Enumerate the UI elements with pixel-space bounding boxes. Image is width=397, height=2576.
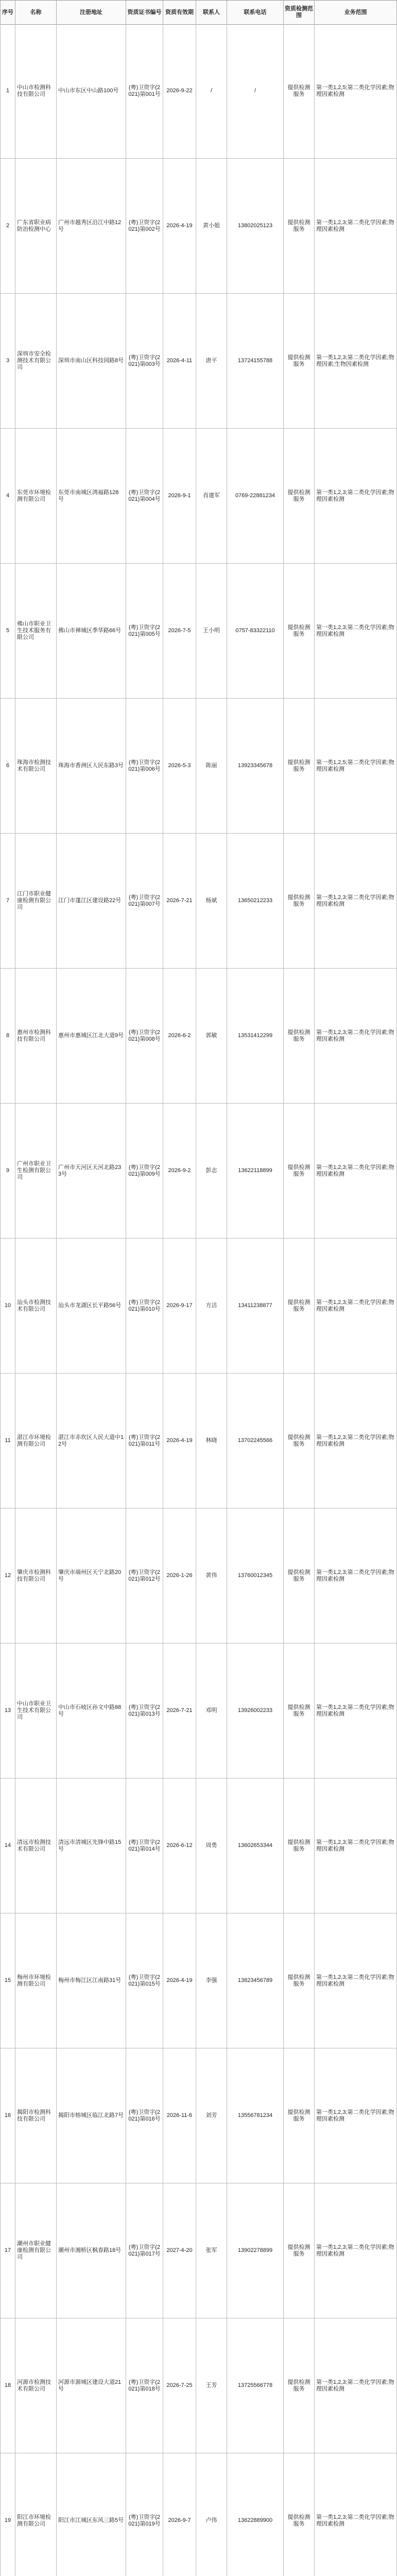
- cell-business: 第一类1,2,3;第二类化学因素;物理因素检测: [315, 429, 397, 563]
- cell-address: 清远市清城区先锋中路15号: [57, 1778, 126, 1913]
- cell-contact: 刘芳: [196, 2048, 227, 2183]
- cell-scope: 提供检测服务: [284, 969, 315, 1103]
- cell-business: 第一类1,2,3;第二类化学因素;物理因素检测: [315, 2048, 397, 2183]
- table-row: [0, 564, 397, 699]
- cell-cert: (粤)卫资字(2021)第003号: [126, 294, 163, 428]
- cell-cert: (粤)卫资字(2021)第006号: [126, 699, 163, 833]
- cell-phone: 13823456789: [227, 1913, 284, 2048]
- cell-phone: 13531412299: [227, 969, 284, 1103]
- cell-scope: 提供检测服务: [284, 1239, 315, 1373]
- cell-phone: 13802025123: [227, 159, 284, 293]
- cell-valid: 2026-11-6: [163, 2048, 196, 2183]
- cell-contact: 肖建军: [196, 429, 227, 563]
- cell-address: 汕头市龙湖区长平路56号: [57, 1239, 126, 1373]
- cell-phone: 13650212233: [227, 834, 284, 968]
- cell-address: 肇庆市端州区天宁北路20号: [57, 1509, 126, 1643]
- cell-scope: 提供检测服务: [284, 294, 315, 428]
- cell-no: 5: [0, 564, 15, 698]
- cell-valid: 2026-7-25: [163, 2318, 196, 2453]
- cell-name: 汕头市检测技术有限公司: [15, 1239, 57, 1373]
- cell-name: 中山市职业卫生技术有限公司: [15, 1643, 57, 1778]
- cell-cert: (粤)卫资字(2021)第010号: [126, 1239, 163, 1373]
- cell-name: 潮州市职业健康检测有限公司: [15, 2183, 57, 2318]
- cell-contact: 张军: [196, 2183, 227, 2318]
- cell-no: 17: [0, 2183, 15, 2318]
- cell-contact: 王芳: [196, 2318, 227, 2453]
- cell-no: 11: [0, 1374, 15, 1508]
- cell-no: 13: [0, 1643, 15, 1778]
- cell-business: 第一类1,2,5;第二类化学因素;物理因素检测: [315, 699, 397, 833]
- cell-address: 揭阳市榕城区临江北路7号: [57, 2048, 126, 2183]
- cell-contact: 李强: [196, 1913, 227, 2048]
- cell-valid: 2026-9-1: [163, 429, 196, 563]
- table-row: [0, 1104, 397, 1239]
- cell-scope: 提供检测服务: [284, 699, 315, 833]
- header-cert: 资质证书编号: [126, 1, 163, 24]
- cell-phone: 13411238877: [227, 1239, 284, 1373]
- cell-address: 东莞市南城区鸿福路128号: [57, 429, 126, 563]
- header-address: 注册地址: [57, 1, 126, 24]
- cell-phone: 13622889900: [227, 2453, 284, 2576]
- cell-cert: (粤)卫资字(2021)第007号: [126, 834, 163, 968]
- cell-scope: 提供检测服务: [284, 1104, 315, 1238]
- table-row: [0, 1374, 397, 1509]
- cell-valid: 2026-5-3: [163, 699, 196, 833]
- cell-valid: 2026-9-17: [163, 1239, 196, 1373]
- cell-no: 1: [0, 24, 15, 158]
- cell-phone: 13602653344: [227, 1778, 284, 1913]
- cell-contact: 方洁: [196, 1239, 227, 1373]
- cell-business: 第一类1,2,3;第二类化学因素;物理因素检测: [315, 2453, 397, 2576]
- table-row: [0, 2048, 397, 2183]
- table-row: [0, 1239, 397, 1374]
- table-row: [0, 699, 397, 834]
- cell-name: 湛江市环境检测有限公司: [15, 1374, 57, 1508]
- cell-contact: 郭敏: [196, 969, 227, 1103]
- cell-phone: 13902278899: [227, 2183, 284, 2318]
- cell-cert: (粤)卫资字(2021)第008号: [126, 969, 163, 1103]
- cell-address: 惠州市惠城区江北大道9号: [57, 969, 126, 1103]
- table-row: [0, 294, 397, 429]
- cell-business: 第一类1,2,3;第二类化学因素;物理因素检测: [315, 969, 397, 1103]
- cell-address: 中山市石岐区孙文中路88号: [57, 1643, 126, 1778]
- cell-valid: 2026-4-11: [163, 294, 196, 428]
- table-row: [0, 1643, 397, 1778]
- cell-name: 广州市职业卫生检测有限公司: [15, 1104, 57, 1238]
- header-no: 序号: [0, 1, 15, 24]
- cell-name: 珠海市检测技术有限公司: [15, 699, 57, 833]
- cell-business: 第一类1,2,3;第二类化学因素;物理因素检测: [315, 159, 397, 293]
- cell-cert: (粤)卫资字(2021)第017号: [126, 2183, 163, 2318]
- table-row: [0, 159, 397, 294]
- cell-phone: 0769-22881234: [227, 429, 284, 563]
- cell-address: 珠海市香洲区人民东路3号: [57, 699, 126, 833]
- header-name: 名称: [15, 1, 57, 24]
- cell-name: 清远市检测技术有限公司: [15, 1778, 57, 1913]
- cell-valid: 2026-4-19: [163, 1913, 196, 2048]
- cell-valid: 2026-9-2: [163, 1104, 196, 1238]
- cell-no: 19: [0, 2453, 15, 2576]
- table-row: [0, 429, 397, 564]
- cell-business: 第一类1,2,3;第二类化学因素;物理因素检测: [315, 1104, 397, 1238]
- cell-address: 梅州市梅江区江南路31号: [57, 1913, 126, 2048]
- cell-no: 4: [0, 429, 15, 563]
- cell-name: 惠州市检测科技有限公司: [15, 969, 57, 1103]
- cell-cert: (粤)卫资字(2021)第018号: [126, 2318, 163, 2453]
- cell-business: 第一类1,2,3;第二类化学因素;物理因素检测: [315, 1913, 397, 2048]
- cell-contact: 杨斌: [196, 834, 227, 968]
- cell-phone: 0757-83322110: [227, 564, 284, 698]
- cell-no: 8: [0, 969, 15, 1103]
- cell-business: 第一类1,2,3;第二类化学因素;物理因素检测: [315, 1509, 397, 1643]
- cell-phone: /: [227, 24, 284, 158]
- cell-cert: (粤)卫资字(2021)第002号: [126, 159, 163, 293]
- cell-scope: 提供检测服务: [284, 1778, 315, 1913]
- cell-valid: 2026-7-5: [163, 564, 196, 698]
- cell-name: 中山市检测科技有限公司: [15, 24, 57, 158]
- cell-name: 佛山市职业卫生技术服务有限公司: [15, 564, 57, 698]
- cell-name: 江门市职业健康检测有限公司: [15, 834, 57, 968]
- cell-valid: 2026-6-12: [163, 1778, 196, 1913]
- cell-address: 佛山市禅城区季华路66号: [57, 564, 126, 698]
- cell-contact: 王小明: [196, 564, 227, 698]
- cell-scope: 提供检测服务: [284, 1374, 315, 1508]
- cell-no: 9: [0, 1104, 15, 1238]
- cell-no: 7: [0, 834, 15, 968]
- cell-no: 15: [0, 1913, 15, 2048]
- cell-address: 广州市越秀区沿江中路12号: [57, 159, 126, 293]
- cell-no: 16: [0, 2048, 15, 2183]
- cell-contact: /: [196, 24, 227, 158]
- header-phone: 联系电话: [227, 1, 284, 24]
- table-row: [0, 1778, 397, 1913]
- cell-valid: 2026-6-2: [163, 969, 196, 1103]
- cell-address: 阳江市江城区东风三路5号: [57, 2453, 126, 2576]
- cell-business: 第一类1,2,3;第二类化学因素;物理因素检测: [315, 1778, 397, 1913]
- cell-cert: (粤)卫资字(2021)第011号: [126, 1374, 163, 1508]
- cell-contact: 黄小姐: [196, 159, 227, 293]
- cell-cert: (粤)卫资字(2021)第019号: [126, 2453, 163, 2576]
- cell-scope: 提供检测服务: [284, 834, 315, 968]
- cell-address: 江门市蓬江区建设路22号: [57, 834, 126, 968]
- cell-no: 12: [0, 1509, 15, 1643]
- header-contact: 联系人: [196, 1, 227, 24]
- cell-name: 东莞市环境检测有限公司: [15, 429, 57, 563]
- table-row: [0, 969, 397, 1104]
- cell-cert: (粤)卫资字(2021)第012号: [126, 1509, 163, 1643]
- cell-contact: 邓明: [196, 1643, 227, 1778]
- cell-scope: 提供检测服务: [284, 2453, 315, 2576]
- cell-contact: 周勇: [196, 1778, 227, 1913]
- cell-business: 第一类1,2,5;第二类化学因素;物理因素检测: [315, 24, 397, 158]
- cell-name: 深圳市安全检测技术有限公司: [15, 294, 57, 428]
- table-row: [0, 2183, 397, 2318]
- cell-business: 第一类1,2,3;第二类化学因素;物理因素;生物因素检测: [315, 294, 397, 428]
- cell-valid: 2026-7-21: [163, 1643, 196, 1778]
- cell-valid: 2026-9-22: [163, 24, 196, 158]
- cell-scope: 提供检测服务: [284, 2318, 315, 2453]
- cell-scope: 提供检测服务: [284, 1509, 315, 1643]
- cell-valid: 2026-9-7: [163, 2453, 196, 2576]
- cell-phone: 13556781234: [227, 2048, 284, 2183]
- cell-name: 揭阳市检测科技有限公司: [15, 2048, 57, 2183]
- cell-scope: 提供检测服务: [284, 24, 315, 158]
- cell-scope: 提供检测服务: [284, 2183, 315, 2318]
- header-scope: 资质检测范围: [284, 1, 315, 24]
- table-row: [0, 2453, 397, 2576]
- cell-no: 3: [0, 294, 15, 428]
- cell-no: 18: [0, 2318, 15, 2453]
- cell-phone: 13926002233: [227, 1643, 284, 1778]
- cell-cert: (粤)卫资字(2021)第001号: [126, 24, 163, 158]
- cell-cert: (粤)卫资字(2021)第014号: [126, 1778, 163, 1913]
- cell-contact: 彭志: [196, 1104, 227, 1238]
- cell-phone: 13622118899: [227, 1104, 284, 1238]
- cell-scope: 提供检测服务: [284, 429, 315, 563]
- cell-valid: 2027-4-20: [163, 2183, 196, 2318]
- cell-contact: 黄伟: [196, 1509, 227, 1643]
- cell-scope: 提供检测服务: [284, 159, 315, 293]
- cell-business: 第一类1,2,3;第二类化学因素;物理因素检测: [315, 564, 397, 698]
- table-row: [0, 2318, 397, 2453]
- cell-business: 第一类1,2,3;第二类化学因素;物理因素检测: [315, 2318, 397, 2453]
- cell-scope: 提供检测服务: [284, 1643, 315, 1778]
- cell-phone: 13724155788: [227, 294, 284, 428]
- cell-scope: 提供检测服务: [284, 1913, 315, 2048]
- cell-scope: 提供检测服务: [284, 564, 315, 698]
- cell-cert: (粤)卫资字(2021)第016号: [126, 2048, 163, 2183]
- cell-address: 河源市源城区建设大道21号: [57, 2318, 126, 2453]
- cell-name: 肇庆市检测科技有限公司: [15, 1509, 57, 1643]
- table-header: [0, 0, 397, 25]
- cell-name: 梅州市环境检测有限公司: [15, 1913, 57, 2048]
- table-body: [0, 24, 397, 2576]
- table-row: [0, 1509, 397, 1643]
- cell-address: 广州市天河区天河北路233号: [57, 1104, 126, 1238]
- cell-phone: 13725566778: [227, 2318, 284, 2453]
- cell-name: 阳江市环境检测有限公司: [15, 2453, 57, 2576]
- cell-business: 第一类1,2,3;第二类化学因素;物理因素检测: [315, 2183, 397, 2318]
- cell-business: 第一类1,2,3;第二类化学因素;物理因素检测: [315, 1374, 397, 1508]
- cell-cert: (粤)卫资字(2021)第013号: [126, 1643, 163, 1778]
- cell-no: 10: [0, 1239, 15, 1373]
- cell-cert: (粤)卫资字(2021)第004号: [126, 429, 163, 563]
- cell-scope: 提供检测服务: [284, 2048, 315, 2183]
- cell-address: 中山市东区中山路100号: [57, 24, 126, 158]
- cell-phone: 13923345678: [227, 699, 284, 833]
- cell-business: 第一类1,2,3;第二类化学因素;物理因素检测: [315, 1643, 397, 1778]
- cell-business: 第一类1,2,3;第二类化学因素;物理因素检测: [315, 1239, 397, 1373]
- cell-name: 广东省职业病防治检测中心: [15, 159, 57, 293]
- table-row: [0, 1913, 397, 2048]
- table-row: [0, 834, 397, 969]
- header-valid: 资质有效期: [163, 1, 196, 24]
- cell-cert: (粤)卫资字(2021)第005号: [126, 564, 163, 698]
- cell-business: 第一类1,2,3;第二类化学因素;物理因素检测: [315, 834, 397, 968]
- cell-address: 深圳市南山区科技园路8号: [57, 294, 126, 428]
- cell-no: 14: [0, 1778, 15, 1913]
- cell-address: 湛江市赤坎区人民大道中12号: [57, 1374, 126, 1508]
- cell-contact: 唐平: [196, 294, 227, 428]
- cell-valid: 2026-4-19: [163, 1374, 196, 1508]
- cell-phone: 13760012345: [227, 1509, 284, 1643]
- cell-contact: 卢伟: [196, 2453, 227, 2576]
- cell-name: 河源市检测技术有限公司: [15, 2318, 57, 2453]
- cell-no: 6: [0, 699, 15, 833]
- cell-phone: 13702245566: [227, 1374, 284, 1508]
- header-business: 业务范围: [315, 1, 397, 24]
- table-row: [0, 24, 397, 159]
- cell-cert: (粤)卫资字(2021)第015号: [126, 1913, 163, 2048]
- cell-contact: 陈丽: [196, 699, 227, 833]
- cell-cert: (粤)卫资字(2021)第009号: [126, 1104, 163, 1238]
- cell-no: 2: [0, 159, 15, 293]
- cell-valid: 2026-4-19: [163, 159, 196, 293]
- cell-valid: 2026-1-26: [163, 1509, 196, 1643]
- cell-address: 潮州市湘桥区枫春路18号: [57, 2183, 126, 2318]
- cell-contact: 林晓: [196, 1374, 227, 1508]
- cell-valid: 2026-7-21: [163, 834, 196, 968]
